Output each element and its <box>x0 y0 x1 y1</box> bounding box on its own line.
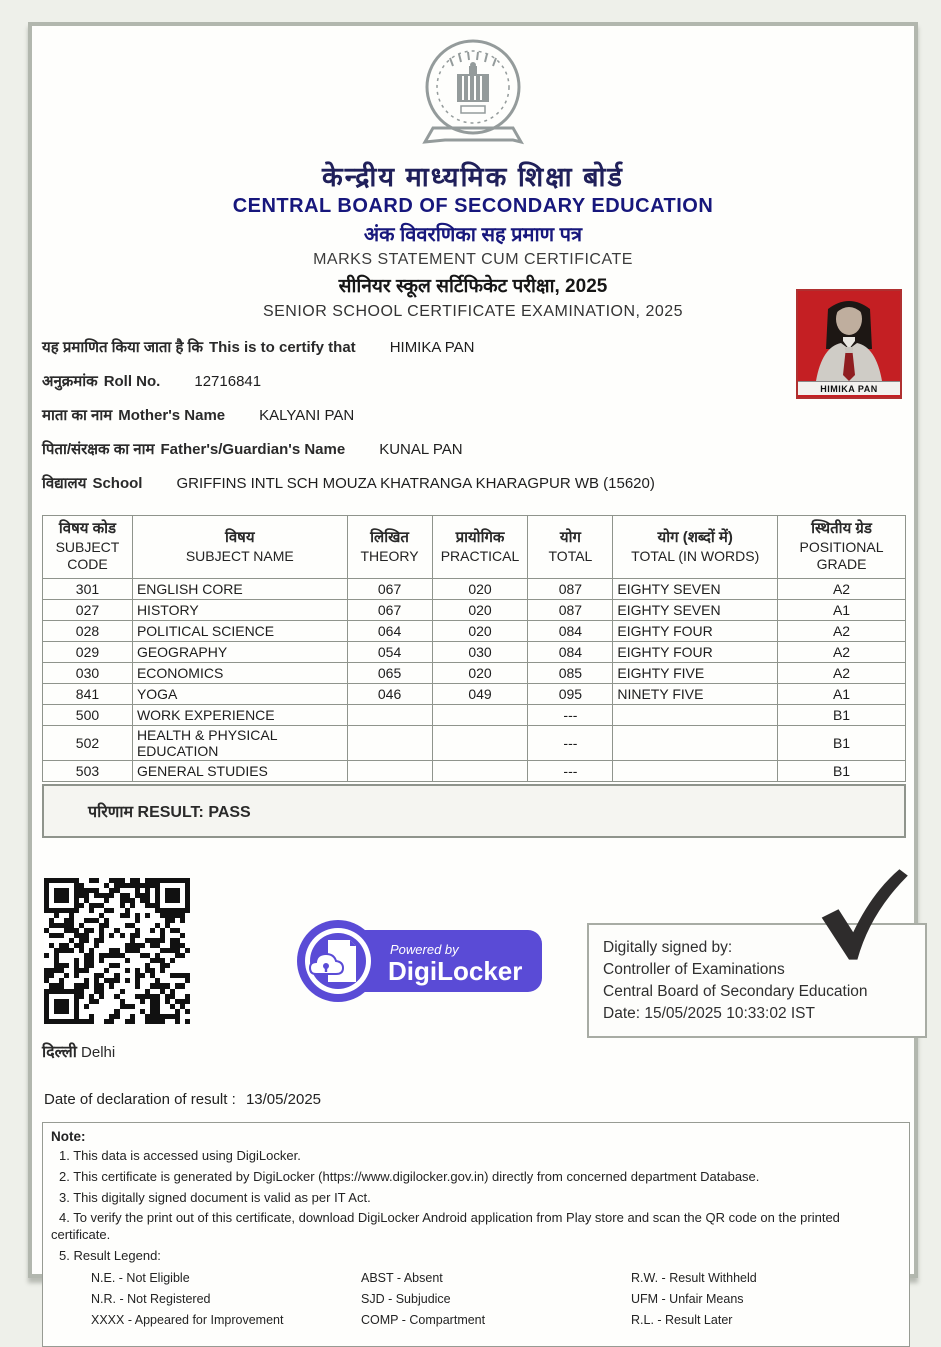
note-item-2: 2. This certificate is generated by DigiLocker (https://www.digilocker.gov.in) directly from concerned department Database. <box>59 1168 760 1184</box>
marks-table-row <box>43 725 906 760</box>
result-legend <box>91 1271 901 1334</box>
father-label-hindi: पिता/संरक्षक का नाम <box>42 441 155 458</box>
marks-cell-practical: 020 <box>432 578 528 599</box>
note-item-3: 3. This digitally signed document is valid as per IT Act. <box>59 1189 371 1205</box>
certify-label-hindi: यह प्रमाणित किया जाता है कि <box>42 339 203 356</box>
school-label-hindi: विद्यालय <box>42 475 87 492</box>
marks-table-header-row <box>43 516 906 579</box>
signature-line-3: Date: 15/05/2025 10:33:02 IST <box>603 1004 815 1022</box>
declaration-label: Date of declaration of result : <box>44 1090 236 1108</box>
photo-caption: HIMIKA PAN <box>798 381 900 395</box>
note-items <box>51 1148 901 1265</box>
place-line <box>42 1040 115 1062</box>
marks-cell-words: EIGHTY SEVEN <box>613 599 778 620</box>
marks-cell-code: 027 <box>43 599 133 620</box>
marks-cell-name: YOGA <box>132 683 347 704</box>
result-box <box>42 784 906 838</box>
marks-cell-grade: A1 <box>778 599 906 620</box>
doc-title-hindi: अंक विवरणिका सह प्रमाण पत्र <box>363 224 583 246</box>
marks-cell-total: --- <box>528 760 613 781</box>
org-name-hindi: केन्द्रीय माध्यमिक शिक्षा बोर्ड <box>322 162 624 192</box>
digilocker-brand-text: DigiLocker <box>388 955 523 986</box>
marks-cell-name: WORK EXPERIENCE <box>132 704 347 725</box>
student-photo <box>796 289 902 399</box>
marks-cell-code: 503 <box>43 760 133 781</box>
marks-column-header-1: विषय SUBJECT NAME <box>132 516 347 579</box>
marks-table-row <box>43 662 906 683</box>
verification-section <box>42 878 904 1083</box>
mother-label-hindi: माता का नाम <box>42 407 113 424</box>
marks-cell-code: 030 <box>43 662 133 683</box>
marks-cell-words <box>613 725 778 760</box>
signature-line-0: Digitally signed by: <box>603 938 733 956</box>
marks-cell-name: ECONOMICS <box>132 662 347 683</box>
marks-cell-grade: B1 <box>778 760 906 781</box>
marks-cell-practical: 020 <box>432 599 528 620</box>
legend-item: UFM - Unfair Means <box>631 1292 744 1307</box>
note-item-1: 1. This data is accessed using DigiLocker. <box>59 1147 301 1163</box>
signature-line-1: Controller of Examinations <box>603 960 785 978</box>
marks-cell-name: ENGLISH CORE <box>132 578 347 599</box>
cbse-emblem-icon <box>417 36 529 155</box>
legend-column-1 <box>91 1271 361 1334</box>
student-info <box>42 337 904 493</box>
legend-item: ABST - Absent <box>361 1271 443 1286</box>
marks-cell-grade: B1 <box>778 704 906 725</box>
marks-cell-theory: 065 <box>347 662 432 683</box>
checkmark-icon <box>807 863 912 968</box>
marks-cell-theory: 067 <box>347 599 432 620</box>
father-row <box>42 439 904 459</box>
marks-column-header-0: विषय कोड SUBJECT CODE <box>43 516 133 579</box>
note-box <box>42 1122 910 1347</box>
digilocker-powered-by-text: Powered by <box>390 941 459 957</box>
marks-cell-practical: 020 <box>432 620 528 641</box>
marks-cell-practical <box>432 704 528 725</box>
marks-table-row <box>43 620 906 641</box>
marks-cell-code: 029 <box>43 641 133 662</box>
marks-cell-name: GEOGRAPHY <box>132 641 347 662</box>
marks-cell-words: EIGHTY FOUR <box>613 620 778 641</box>
roll-number: 12716841 <box>194 373 262 390</box>
marks-table-row <box>43 683 906 704</box>
declaration-date: 13/05/2025 <box>245 1090 322 1108</box>
school-row <box>42 473 904 493</box>
roll-row <box>42 371 904 391</box>
marks-cell-name: POLITICAL SCIENCE <box>132 620 347 641</box>
legend-column-2 <box>361 1271 631 1334</box>
marks-cell-words: EIGHTY FOUR <box>613 641 778 662</box>
marks-cell-total: 085 <box>528 662 613 683</box>
marks-cell-grade: B1 <box>778 725 906 760</box>
roll-label-hindi: अनुक्रमांक <box>42 373 98 390</box>
marks-cell-grade: A2 <box>778 578 906 599</box>
marks-column-header-2: लिखित THEORY <box>347 516 432 579</box>
marks-cell-theory: 067 <box>347 578 432 599</box>
student-name: HIMIKA PAN <box>389 339 475 356</box>
marks-cell-practical: 049 <box>432 683 528 704</box>
marks-table-row <box>43 760 906 781</box>
marks-cell-practical <box>432 760 528 781</box>
marks-table-row <box>43 578 906 599</box>
org-name-english: CENTRAL BOARD OF SECONDARY EDUCATION <box>232 195 714 217</box>
marks-table-row <box>43 704 906 725</box>
marks-column-header-5: योग (शब्दों में) TOTAL (IN WORDS) <box>613 516 778 579</box>
note-title: Note: <box>51 1128 86 1144</box>
marks-cell-code: 028 <box>43 620 133 641</box>
marks-cell-theory <box>347 704 432 725</box>
note-item-5: 5. Result Legend: <box>59 1248 161 1264</box>
place-english: Delhi <box>81 1043 116 1061</box>
marks-cell-theory <box>347 760 432 781</box>
marks-column-header-4: योग TOTAL <box>528 516 613 579</box>
legend-column-3 <box>631 1271 901 1334</box>
marks-cell-total: 095 <box>528 683 613 704</box>
mother-name: KALYANI PAN <box>259 407 355 424</box>
marks-cell-theory <box>347 725 432 760</box>
note-item-4: 4. To verify the print out of this certificate, download DigiLocker Android application from Play store and scan the QR code on the printed certificate. <box>51 1210 840 1243</box>
marks-cell-total: 087 <box>528 599 613 620</box>
marks-cell-code: 301 <box>43 578 133 599</box>
marks-column-header-6: स्थितीय ग्रेड POSITIONAL GRADE <box>778 516 906 579</box>
roll-label-english: Roll No. <box>103 373 161 390</box>
marks-cell-practical: 020 <box>432 662 528 683</box>
declaration-line <box>44 1091 904 1108</box>
certify-row <box>42 337 904 357</box>
legend-item: N.R. - Not Registered <box>91 1292 211 1307</box>
exam-title-hindi: सीनियर स्कूल सर्टिफिकेट परीक्षा, 2025 <box>338 276 608 297</box>
marks-cell-total: --- <box>528 704 613 725</box>
marks-cell-total: 084 <box>528 620 613 641</box>
marks-table <box>42 515 906 782</box>
marks-table-row <box>43 641 906 662</box>
student-portrait-image <box>798 291 900 381</box>
certify-label-english: This is to certify that <box>208 339 356 356</box>
legend-item: N.E. - Not Eligible <box>91 1271 190 1286</box>
marks-cell-code: 502 <box>43 725 133 760</box>
marks-cell-name: GENERAL STUDIES <box>132 760 347 781</box>
marks-cell-total: --- <box>528 725 613 760</box>
marks-cell-theory: 054 <box>347 641 432 662</box>
marks-cell-words <box>613 704 778 725</box>
marks-cell-grade: A1 <box>778 683 906 704</box>
marks-cell-words: EIGHTY FIVE <box>613 662 778 683</box>
marks-cell-words: EIGHTY SEVEN <box>613 578 778 599</box>
signature-line-2: Central Board of Secondary Education <box>603 982 868 1000</box>
legend-item: COMP - Compartment <box>361 1313 486 1328</box>
marks-cell-theory: 064 <box>347 620 432 641</box>
father-name: KUNAL PAN <box>379 441 463 458</box>
marks-cell-words: NINETY FIVE <box>613 683 778 704</box>
digilocker-badge <box>294 918 544 1002</box>
legend-item: R.L. - Result Later <box>631 1313 733 1328</box>
marks-cell-grade: A2 <box>778 620 906 641</box>
legend-item: SJD - Subjudice <box>361 1292 451 1307</box>
exam-title-english: SENIOR SCHOOL CERTIFICATE EXAMINATION, 2025 <box>262 303 684 320</box>
marks-cell-code: 841 <box>43 683 133 704</box>
certificate-page <box>28 22 918 1328</box>
place-hindi: दिल्ली <box>42 1043 77 1061</box>
marks-cell-theory: 046 <box>347 683 432 704</box>
result-label-hindi: परिणाम <box>88 803 134 821</box>
school-name: GRIFFINS INTL SCH MOUZA KHATRANGA KHARAGPUR WB (15620) <box>176 475 655 492</box>
marks-cell-grade: A2 <box>778 662 906 683</box>
father-label-english: Father's/Guardian's Name <box>160 441 346 458</box>
marks-cell-grade: A2 <box>778 641 906 662</box>
legend-item: XXXX - Appeared for Improvement <box>91 1313 284 1328</box>
mother-row <box>42 405 904 425</box>
marks-cell-code: 500 <box>43 704 133 725</box>
doc-title-english: MARKS STATEMENT CUM CERTIFICATE <box>313 251 633 268</box>
school-label-english: School <box>92 475 143 492</box>
marks-cell-total: 087 <box>528 578 613 599</box>
qr-code <box>44 878 190 1024</box>
certificate-header <box>42 32 904 321</box>
marks-table-row <box>43 599 906 620</box>
marks-column-header-3: प्रायोगिक PRACTICAL <box>432 516 528 579</box>
marks-cell-name: HISTORY <box>132 599 347 620</box>
marks-cell-practical <box>432 725 528 760</box>
marks-cell-name: HEALTH & PHYSICAL EDUCATION <box>132 725 347 760</box>
result-label-english: RESULT: PASS <box>137 803 251 821</box>
marks-cell-total: 084 <box>528 641 613 662</box>
legend-item: R.W. - Result Withheld <box>631 1271 757 1286</box>
marks-cell-words <box>613 760 778 781</box>
marks-cell-practical: 030 <box>432 641 528 662</box>
mother-label-english: Mother's Name <box>118 407 226 424</box>
